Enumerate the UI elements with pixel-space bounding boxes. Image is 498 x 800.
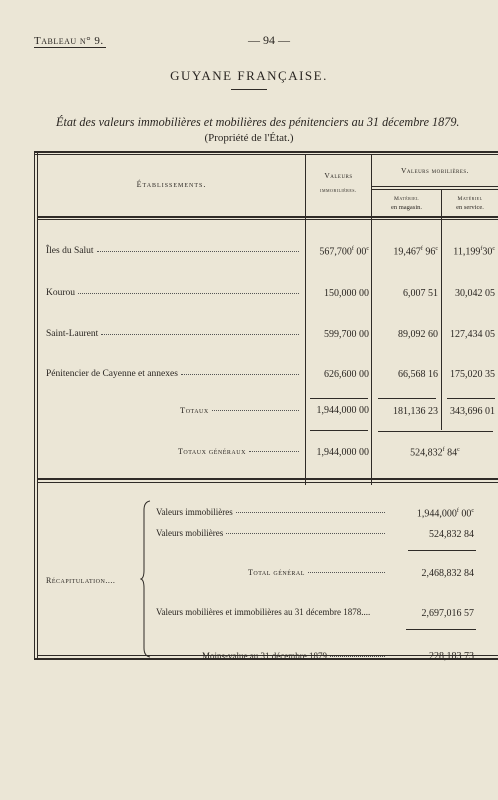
col-header-materiel-2: Matériel <box>457 196 483 202</box>
recap-brace <box>140 500 152 658</box>
recap-moins-value: 228,183 73 <box>429 651 474 662</box>
totaux-row: Totaux <box>180 405 302 415</box>
table-row: Îles du Salut <box>46 246 302 256</box>
recap-label: Récapitulation.... <box>46 576 116 585</box>
row-2-immob: 599,700 00 <box>324 329 369 340</box>
row-1-magasin: 6,007 51 <box>403 288 438 299</box>
totaux-generaux-immob: 1,944,000 00 <box>316 447 369 458</box>
col-header-valeurs: Valeurs <box>324 171 353 180</box>
recap-total: Total général <box>248 568 388 577</box>
totaux-immob: 1,944,000 00 <box>316 405 369 416</box>
row-1-service: 30,042 05 <box>455 288 495 299</box>
row-1-immob: 150,000 00 <box>324 288 369 299</box>
row-3-immob: 626,600 00 <box>324 369 369 380</box>
row-2-service: 127,434 05 <box>450 329 495 340</box>
recap-immob: Valeurs immobilières <box>156 507 388 517</box>
header-underline <box>34 47 106 48</box>
row-3-magasin: 66,568 16 <box>398 369 438 380</box>
col-header-service: en service. <box>456 204 484 211</box>
totaux-generaux-row: Totaux généraux <box>178 447 302 456</box>
col-header-magasin: en magasin. <box>390 204 423 211</box>
table-row: Saint-Laurent <box>46 329 302 339</box>
recap-prev-value: 2,697,016 57 <box>421 608 474 619</box>
col-header-immobilieres: immobilières. <box>320 188 357 194</box>
table-row: Kourou <box>46 288 302 298</box>
recap-total-value: 2,468,832 84 <box>421 568 474 579</box>
tableau-number: Tableau n° 9. <box>34 35 104 47</box>
recap-moins: Moins-value au 31 décembre 1879 <box>202 651 388 661</box>
recap-mob: Valeurs mobilières <box>156 528 388 538</box>
subtitle: État des valeurs immobilières et mobilières des pénitenciers au 31 décembre 1879. <box>56 115 460 129</box>
col-header-mobilieres: Valeurs mobilières. <box>400 166 470 175</box>
row-2-magasin: 89,092 60 <box>398 329 438 340</box>
totaux-magasin: 181,136 23 <box>393 406 438 417</box>
recap-prev: Valeurs mobilières et immobilières au 31 décembre 1878.... <box>156 607 371 617</box>
row-0-immob: 567,700$^f$ 00$^c$ <box>319 246 369 258</box>
row-3-service: 175,020 35 <box>450 369 495 380</box>
table-row: Pénitencier de Cayenne et annexes <box>46 369 302 379</box>
col-header-materiel-1: Matériel <box>393 196 420 202</box>
totaux-service: 343,696 01 <box>450 406 495 417</box>
page-title: GUYANE FRANÇAISE. <box>170 68 328 83</box>
recap-mob-value: 524,832 84 <box>429 529 474 540</box>
recap-immob-value: 1,944,000$^f$ 00$^c$ <box>416 508 474 520</box>
row-0-service: 11,199$^f$30$^c$ <box>453 246 495 258</box>
title-rule <box>231 89 267 90</box>
page-number: — 94 — <box>248 33 290 47</box>
col-header-establishments: Établissements. <box>136 180 207 189</box>
subtitle-note: (Propriété de l'État.) <box>204 132 294 144</box>
row-0-magasin: 19,467$^f$ 96$^c$ <box>393 246 438 258</box>
totaux-generaux-mob: 524,832$^f$ 84$^c$ <box>410 447 460 459</box>
